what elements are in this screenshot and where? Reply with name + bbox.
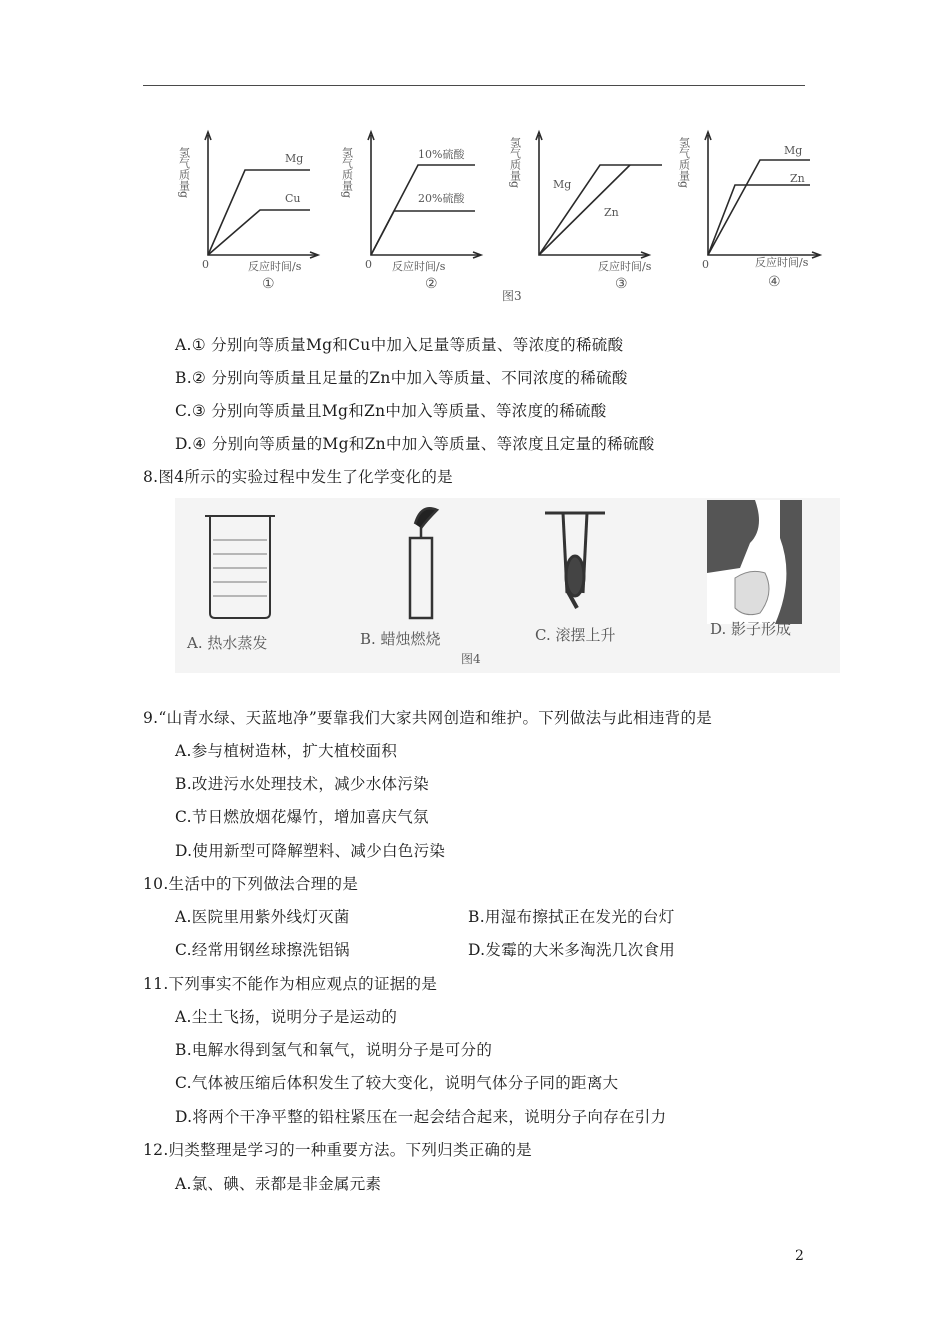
graph-4-origin: 0 [702, 258, 709, 271]
q10-option-d: D.发霉的大米多淘洗几次食用 [468, 941, 676, 959]
graph-1-line-cu [208, 210, 310, 255]
figure-3-caption: 图3 [502, 289, 522, 303]
q9-stem: 9.“山青水绿、天蓝地净”要靠我们大家共网创造和维护。下列做法与此相违背的是 [143, 709, 713, 727]
q7-option-b: B.② 分别向等质量且足量的Zn中加入等质量、不同浓度的稀硫酸 [175, 369, 628, 387]
graph-2-xlabel: 反应时间/s [392, 260, 446, 273]
graph-1-origin: 0 [202, 258, 209, 271]
graph-4-series-label: Zn [790, 172, 805, 185]
q11-option-c: C.气体被压缩后体积发生了较大变化，说明气体分子同的距离大 [175, 1074, 619, 1092]
graph-2-ylabel: 氢气质量g [340, 147, 354, 199]
graph-4-series-label: Mg [784, 144, 803, 157]
q9-option-b: B.改进污水处理技术，减少水体污染 [175, 775, 429, 793]
graph-1-axes [205, 132, 318, 258]
graph-2-line-10 [371, 165, 475, 255]
q11-option-a: A.尘土飞扬，说明分子是运动的 [175, 1008, 398, 1026]
q9-option-a: A.参与植树造林，扩大植校面积 [175, 742, 398, 760]
q10-option-a: A.医院里用紫外线灯灭菌 [175, 908, 350, 926]
graph-4-line-mg [708, 185, 810, 255]
graph-4-ylabel: 氢气质量g [677, 137, 691, 189]
q12-stem: 12.归类整理是学习的一种重要方法。下列归类正确的是 [143, 1141, 532, 1159]
graph-1-number: ① [262, 276, 275, 292]
graph-3-number: ③ [615, 276, 628, 292]
page-number: 2 [795, 1248, 805, 1264]
figure-3 [170, 122, 850, 307]
q10-option-c: C.经常用钢丝球擦洗铝锅 [175, 941, 350, 959]
shadow-image [707, 500, 802, 624]
graph-3-series-label: Mg [553, 178, 572, 191]
graph-4-xlabel: 反应时间/s [755, 256, 809, 269]
graph-3-xlabel: 反应时间/s [598, 260, 652, 273]
graph-3-ylabel: 氢气质量g [508, 137, 522, 189]
graph-4-axes [705, 132, 820, 258]
header-rule [143, 85, 805, 86]
graph-4-number: ④ [768, 274, 781, 290]
graph-2-series-label: 20%硫酸 [418, 192, 465, 205]
q7-option-a: A.① 分别向等质量Mg和Cu中加入足量等质量、等浓度的稀硫酸 [175, 336, 624, 354]
graph-3-axes [536, 132, 649, 258]
panel-label-a: A. 热水蒸发 [187, 634, 268, 652]
q10-option-b: B.用湿布擦拭正在发光的台灯 [468, 908, 675, 926]
figure-4 [175, 498, 840, 673]
graph-1-ylabel: 氢气质量g [177, 147, 191, 199]
panel-label-d: D. 影子形成 [710, 620, 792, 638]
graph-1-series-label: Cu [285, 192, 301, 205]
q7-option-c: C.③ 分别向等质量且Mg和Zn中加入等质量、等浓度的稀硫酸 [175, 402, 607, 420]
q12-option-a: A.氯、碘、汞都是非金属元素 [175, 1175, 382, 1193]
graph-1-xlabel: 反应时间/s [248, 260, 302, 273]
q9-option-c: C.节日燃放烟花爆竹，增加喜庆气氛 [175, 808, 429, 826]
graph-2-number: ② [425, 276, 438, 292]
graph-3-series-label: Zn [604, 206, 619, 219]
q11-option-b: B.电解水得到氢气和氧气，说明分子是可分的 [175, 1041, 493, 1059]
panel-label-c: C. 滚摆上升 [535, 626, 616, 644]
q7-option-d: D.④ 分别向等质量的Mg和Zn中加入等质量、等浓度且定量的稀硫酸 [175, 435, 655, 453]
graph-2-line-20 [371, 211, 475, 255]
graph-1-series-label: Mg [285, 152, 304, 165]
panel-label-b: B. 蜡烛燃烧 [360, 630, 441, 648]
graph-2-series-label: 10%硫酸 [418, 148, 465, 161]
q10-stem: 10.生活中的下列做法合理的是 [143, 875, 359, 893]
graph-2-origin: 0 [365, 258, 372, 271]
q9-option-d: D.使用新型可降解塑料、减少白色污染 [175, 842, 446, 860]
q8-stem: 8.图4所示的实验过程中发生了化学变化的是 [143, 468, 453, 486]
q11-option-d: D.将两个干净平整的铅柱紧压在一起会结合起来，说明分子向存在引力 [175, 1108, 667, 1126]
figure-4-caption: 图4 [461, 652, 481, 666]
q11-stem: 11.下列事实不能作为相应观点的证据的是 [143, 975, 438, 993]
